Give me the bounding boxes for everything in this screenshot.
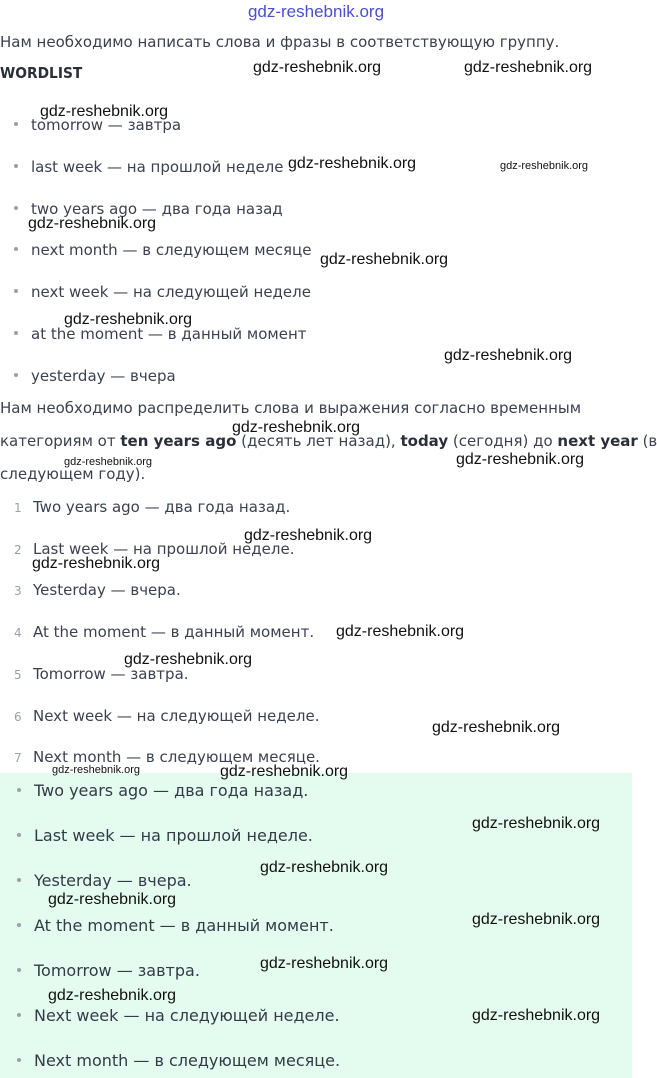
watermark: gdz-reshebnik.org [124, 651, 253, 668]
watermark: gdz-reshebnik.org [253, 59, 382, 76]
watermark: gdz-reshebnik.org [64, 311, 193, 328]
site-header[interactable]: gdz-reshebnik.org [247, 2, 385, 21]
bullet-icon [14, 122, 18, 126]
answer-item: 3 Yesterday — вчера. [14, 581, 181, 599]
bullet-icon [14, 247, 18, 251]
watermark: gdz-reshebnik.org [288, 155, 417, 172]
keyword-today: today [400, 432, 449, 450]
wordlist-item: next week — на следующей неделе [14, 283, 311, 301]
watermark: gdz-reshebnik.org [40, 103, 169, 120]
watermark: gdz-reshebnik.org [48, 891, 177, 908]
task-line-2: категориям от ten years ago (десять лет назад), today (сегодня) до next year (в [0, 432, 657, 450]
watermark: gdz-reshebnik.org [48, 987, 177, 1004]
answer-item: 5 Tomorrow — завтра. [14, 665, 189, 683]
highlight-item: At the moment — в данный момент. [17, 916, 334, 935]
bullet-icon [17, 788, 21, 792]
bullet-icon [14, 373, 18, 377]
wordlist-heading: WORDLIST [0, 64, 83, 82]
highlight-item: Yesterday — вчера. [17, 871, 192, 890]
watermark: gdz-reshebnik.org [320, 251, 449, 268]
watermark: gdz-reshebnik.org [472, 1007, 601, 1024]
bullet-icon [14, 289, 18, 293]
keyword-ten-years-ago: ten years ago [120, 432, 237, 450]
answer-item: 4 At the moment — в данный момент. [14, 623, 315, 641]
bullet-icon [14, 331, 18, 335]
keyword-next-year: next year [557, 432, 638, 450]
watermark: gdz-reshebnik.org [244, 527, 373, 544]
wordlist-item: last week — на прошлой неделе [14, 158, 284, 176]
watermark: gdz-reshebnik.org [260, 859, 389, 876]
answer-item: 2 Last week — на прошлой неделе. [14, 540, 295, 558]
watermark: gdz-reshebnik.org [464, 59, 593, 76]
highlight-item: Two years ago — два года назад. [17, 781, 308, 800]
watermark: gdz-reshebnik.org [500, 160, 589, 172]
wordlist-item: next month — в следующем месяце [14, 241, 311, 259]
bullet-icon [17, 968, 21, 972]
wordlist-item: tomorrow — завтра [14, 116, 181, 134]
bullet-icon [14, 206, 18, 210]
highlight-item: Next week — на следующей неделе. [17, 1006, 340, 1025]
watermark: gdz-reshebnik.org [456, 451, 585, 468]
task-line-3: следующем году). [0, 465, 146, 483]
answer-item: 7 Next month — в следующем месяце. [14, 748, 320, 766]
intro-text: Нам необходимо написать слова и фразы в соответствующую группу. [0, 33, 560, 51]
highlight-item: Next month — в следующем месяце. [17, 1051, 340, 1070]
watermark: gdz-reshebnik.org [336, 623, 465, 640]
watermark: gdz-reshebnik.org [260, 955, 389, 972]
watermark: gdz-reshebnik.org [28, 215, 157, 232]
watermark: gdz-reshebnik.org [432, 719, 561, 736]
wordlist-item: yesterday — вчера [14, 367, 176, 385]
highlight-item: Tomorrow — завтра. [17, 961, 200, 980]
watermark: gdz-reshebnik.org [64, 456, 153, 468]
watermark: gdz-reshebnik.org [472, 815, 601, 832]
answer-item: 6 Next week — на следующей неделе. [14, 707, 320, 725]
bullet-icon [17, 1013, 21, 1017]
watermark: gdz-reshebnik.org [220, 763, 349, 780]
answer-item: 1 Two years ago — два года назад. [14, 498, 291, 516]
watermark: gdz-reshebnik.org [472, 911, 601, 928]
bullet-icon [17, 1058, 21, 1062]
bullet-icon [14, 164, 18, 168]
watermark: gdz-reshebnik.org [232, 419, 361, 436]
task-line-1: Нам необходимо распределить слова и выражения согласно временным [0, 399, 582, 417]
watermark: gdz-reshebnik.org [444, 347, 573, 364]
watermark: gdz-reshebnik.org [32, 555, 161, 572]
watermark: gdz-reshebnik.org [52, 764, 141, 776]
wordlist-item: at the moment — в данный момент [14, 325, 307, 343]
wordlist-item: two years ago — два года назад [14, 200, 283, 218]
bullet-icon [17, 878, 21, 882]
bullet-icon [17, 833, 21, 837]
bullet-icon [17, 923, 21, 927]
highlight-item: Last week — на прошлой неделе. [17, 826, 313, 845]
